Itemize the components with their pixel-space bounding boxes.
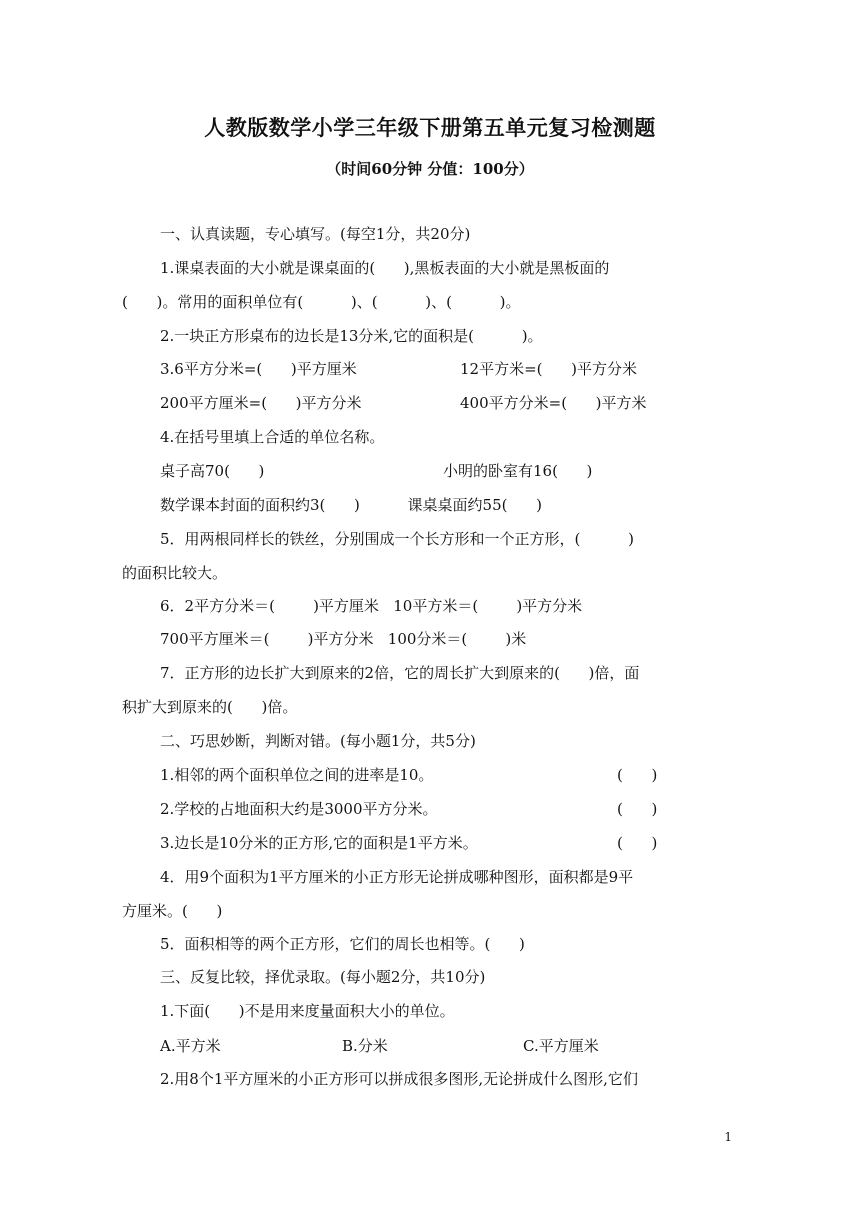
judge-3: 3.边长是10分米的正方形,它的面积是1平方米。 (160, 834, 478, 852)
question-4: 4.在括号里填上合适的单位名称。 (160, 428, 385, 446)
choice-1: 1.下面( )不是用来度量面积大小的单位。 (160, 1002, 455, 1020)
question-3-item-b: 12平方米=( )平方分米 (460, 360, 637, 378)
judge-3-bracket: ( ) (617, 834, 658, 852)
judge-1: 1.相邻的两个面积单位之间的进率是10。 (160, 766, 434, 784)
section-1-heading: 一、认真读题，专心填写。(每空1分，共20分) (160, 225, 471, 243)
judge-5: 5．面积相等的两个正方形，它们的周长也相等。( ) (160, 935, 525, 953)
question-4-item-b: 小明的卧室有16( ) (443, 462, 593, 480)
page-subtitle: （时间60分钟 分值：100分） (326, 160, 534, 178)
judge-4-line-1: 4．用9个面积为1平方厘米的小正方形无论拼成哪种图形，面积都是9平 (160, 868, 634, 886)
choice-1-option-a: A.平方米 (160, 1037, 221, 1055)
question-4-item-a: 桌子高70( ) (160, 462, 265, 480)
section-2-heading: 二、巧思妙断，判断对错。(每小题1分，共5分) (160, 732, 476, 750)
judge-2-bracket: ( ) (617, 800, 658, 818)
choice-1-option-c: C.平方厘米 (523, 1037, 599, 1055)
question-7-line-1: 7．正方形的边长扩大到原来的2倍，它的周长扩大到原来的( )倍，面 (160, 664, 640, 682)
judge-1-bracket: ( ) (617, 766, 658, 784)
judge-2: 2.学校的占地面积大约是3000平方分米。 (160, 800, 438, 818)
question-3-item-d: 400平方分米=( )平方米 (460, 394, 647, 412)
question-2: 2.一块正方形桌布的边长是13分米,它的面积是( )。 (160, 327, 543, 345)
page-number: 1 (724, 1130, 732, 1144)
question-6-line-1: 6．2平方分米＝( )平方厘米 10平方米＝( )平方分米 (160, 597, 583, 615)
choice-2-line-1: 2.用8个1平方厘米的小正方形可以拼成很多图形,无论拼成什么图形,它们 (160, 1070, 638, 1088)
question-6-line-2: 700平方厘米＝( )平方分米 100分米＝( )米 (160, 630, 527, 648)
judge-4-line-2: 方厘米。( ) (122, 902, 223, 920)
question-3-item-c: 200平方厘米=( )平方分米 (160, 394, 362, 412)
page-title: 人教版数学小学三年级下册第五单元复习检测题 (204, 115, 656, 140)
question-1-line-2: ( )。常用的面积单位有( )、( )、( )。 (122, 293, 521, 311)
question-7-line-2: 积扩大到原来的( )倍。 (122, 698, 298, 716)
section-3-heading: 三、反复比较，择优录取。(每小题2分，共10分) (160, 968, 486, 986)
choice-1-option-b: B.分米 (342, 1037, 388, 1055)
question-5-line-2: 的面积比较大。 (122, 564, 228, 582)
question-5-line-1: 5．用两根同样长的铁丝，分别围成一个长方形和一个正方形，( ) (160, 530, 634, 548)
question-1-line-1: 1.课桌表面的大小就是课桌面的( ),黑板表面的大小就是黑板面的 (160, 259, 610, 277)
question-4-line-2: 数学课本封面的面积约3( ) 课桌桌面约55( ) (160, 496, 542, 514)
question-3-item-a: 3.6平方分米=( )平方厘米 (160, 360, 357, 378)
